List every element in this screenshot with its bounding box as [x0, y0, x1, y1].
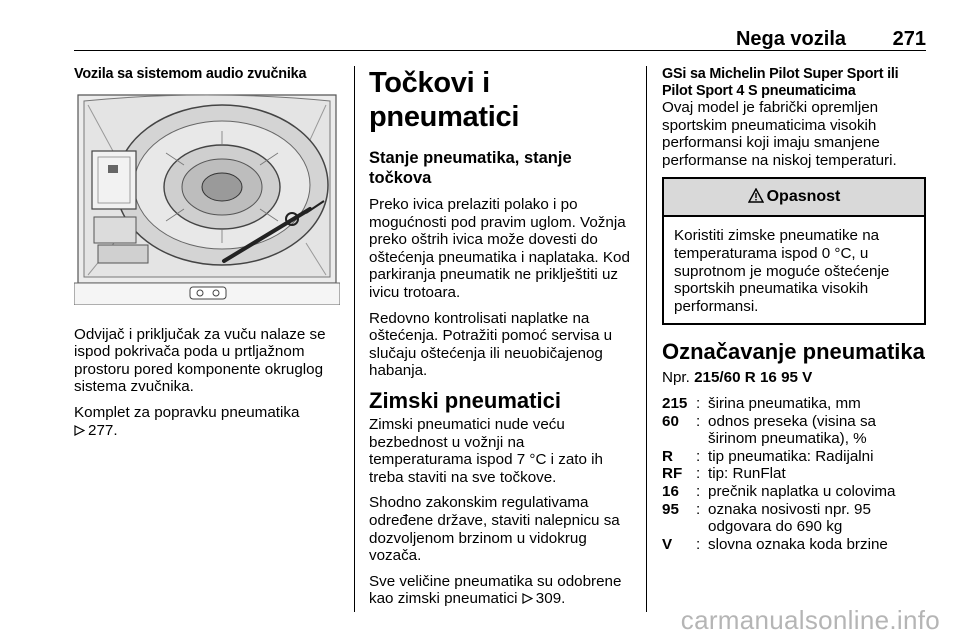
def-sep: : [696, 535, 701, 553]
tyre-code-definitions [662, 395, 926, 553]
warning-triangle-icon [748, 188, 764, 203]
column-right [662, 66, 926, 553]
page-number: 271 [892, 28, 926, 50]
tyre-example-code: 215/60 R 16 95 V [694, 369, 813, 387]
triangle-arrow-icon [522, 593, 533, 604]
def-sep: : [696, 482, 701, 500]
repair-kit-reference: Komplet za popravku pneumatika 277. [74, 403, 300, 439]
page-header [74, 30, 926, 51]
danger-box [662, 177, 926, 325]
tyre-condition-heading: Stanje pneumatika, stanje točkova [369, 149, 572, 187]
def-key: 215 [662, 394, 688, 412]
approved-sizes-text: Sve veličine pneumatika su odobrene kao zimski pneumatici 309. [369, 572, 622, 608]
def-key: V [662, 535, 673, 553]
def-sep: : [696, 500, 701, 518]
def-value: širina pneumatika, mm [708, 394, 861, 412]
kerb-driving-text: Preko ivica prelaziti polako i po mogućnosti pod pravim uglom. Vožnja preko oštrih ivica može dovesti do oštećenja pneumatika i naplataka. Kod parkiranja pneumatik ne priklještiti uz ivicu trotoara. [369, 196, 630, 301]
def-sep: : [696, 394, 701, 412]
gsi-text: Ovaj model je fabrički opremljen sportskim pneumaticima visokih performansi koji imaju smanjene performanse na niskoj temperaturi. [662, 99, 897, 169]
def-sep: : [696, 465, 701, 483]
def-value: tip: RunFlat [708, 465, 786, 483]
danger-label: Opasnost [766, 188, 841, 206]
approved-sizes-page-ref[interactable]: 309. [535, 590, 566, 608]
speed-sticker-text: Shodno zakonskim regulativama određene države, staviti nalepnicu sa dozvoljenom brzinom u vidokrug vozača. [369, 494, 620, 565]
danger-text: Koristiti zimske pneumatike na temperaturama ispod 0 °C, u suprotnom je moguće oštećenje sportskih pneumatika visokih performansi. [674, 227, 890, 315]
column-middle [369, 66, 631, 616]
def-value: prečnik naplatka u colovima [708, 482, 896, 500]
def-key: RF [662, 465, 683, 483]
tyre-marking-heading: Označavanje pneumatika [662, 339, 925, 365]
triangle-arrow-icon [74, 425, 85, 436]
winter-tyres-heading: Zimski pneumatici [369, 387, 561, 413]
wheels-tyres-heading: Točkovi i pneumatici [369, 67, 520, 133]
audio-system-heading: Vozila sa sistemom audio zvučnika [74, 66, 307, 82]
gsi-heading: GSi sa Michelin Pilot Super Sport ili Pilot Sport 4 S pneumaticima [662, 66, 899, 99]
watermark: carmanualsonline.info [680, 605, 940, 635]
def-value: odnos preseka (visina sa širinom pneumatika), % [708, 412, 876, 448]
column-divider [646, 66, 647, 612]
def-value: tip pneumatika: Radijalni [708, 447, 874, 465]
def-key: 16 [662, 482, 679, 500]
def-key: 60 [662, 412, 679, 430]
def-sep: : [696, 447, 701, 465]
column-divider [354, 66, 355, 612]
repair-kit-page-ref[interactable]: 277. [88, 421, 118, 439]
def-key: R [662, 447, 673, 465]
trunk-illustration [74, 93, 340, 305]
winter-tyres-text: Zimski pneumatici nude veću bezbednost u vožnji na temperaturama ispod 7 °C i zato ih treba staviti na sve točkove. [369, 415, 603, 486]
section-title: Nega vozila [735, 28, 846, 50]
def-value: slovna oznaka koda brzine [708, 535, 888, 553]
danger-header [664, 179, 924, 217]
rim-inspection-text: Redovno kontrolisati naplatke na oštećenja. Potražiti pomoć servisa u slučaju oštećenja ili neuobičajenog habanja. [369, 309, 613, 380]
def-key: 95 [662, 500, 679, 518]
column-left [74, 66, 344, 447]
def-value: oznaka nosivosti npr. 95 odgovara do 690 kg [708, 500, 871, 536]
screwdriver-location-text: Odvijač i priključak za vuču nalaze se ispod pokrivača poda u prtljažnom prostoru pored komponente okruglog sistema zvučnika. [74, 325, 326, 396]
def-sep: : [696, 412, 701, 430]
tyre-example: Npr. 215/60 R 16 95 V [662, 369, 813, 387]
